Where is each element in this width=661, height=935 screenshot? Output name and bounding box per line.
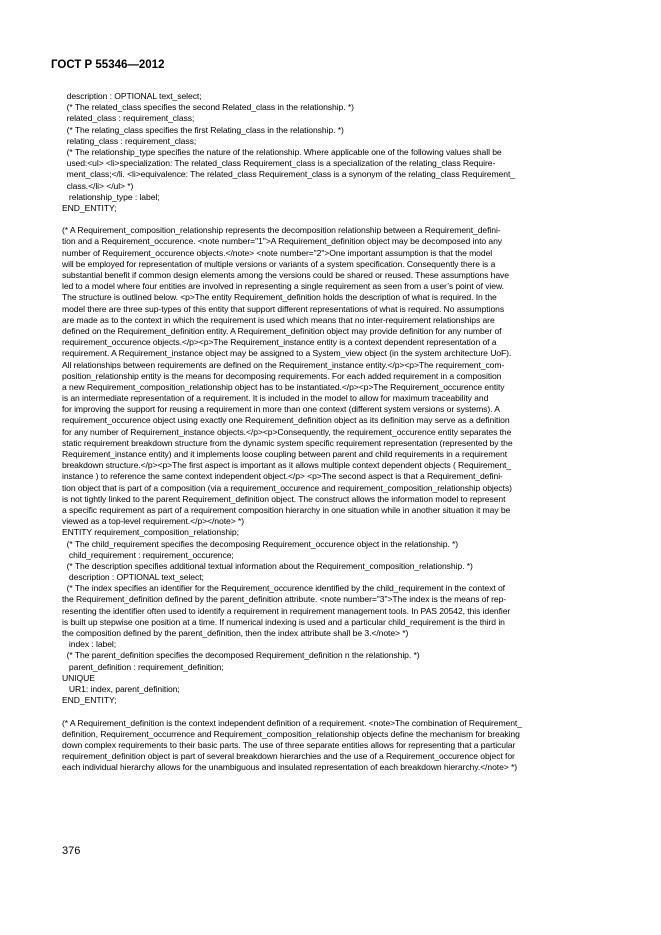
text-line: tion object that is part of a composition (via a requirement_occurence and requirement_composition_relationship objects) [62,482,512,493]
text-line: tion and a Requirement_occurence. <note number="1">A Requirement_definition object may be decomposed into any [62,236,503,247]
text-line: viewed as a top-level requirement.</p></note> *) [62,516,244,527]
text-line: led to a model where four entities are involved in representing a single requirement as seen from a user’s point of view. [62,281,504,292]
text-line: relating_class : requirement_class; [62,135,197,146]
text-line: down complex requirements to their basic parts. The use of three separate entities allows for representing that a particular [62,739,516,750]
text-line: (* The related_class specifies the second Related_class in the relationship. *) [62,102,354,113]
text-line: requirement_occurence objects.</p><p>The Requirement_instance entity is a context dependent representation of a [62,337,497,348]
text-line: breakdown structure.</p><p>The first aspect is important as it allows multiple context dependent objects ( Requirement_ [62,460,512,471]
page-number: 376 [62,845,81,857]
text-line: used:<ul> <li>specialization: The related_class Requirement_class is a specialization of the relating_class Require- [62,158,496,169]
text-line: parent_definition : requirement_definition; [62,661,224,672]
text-line: number of Requirement_occurence objects.</note> <note number="2">One important assumption is that the model [62,247,493,258]
text-line: are made as to the context in which the requirement is used which means that no inter-requirement relationships are [62,314,495,325]
text-line: is an intermediate representation of a requirement. It is included in the model to allow for maximum traceability and [62,393,489,404]
text-line: requirement_definition object is part of several breakdown hierarchies and the use of a Requirement_occurence object for [62,751,515,762]
block-requirement-definition [62,718,600,774]
text-line: UNIQUE [62,672,95,683]
text-line: resenting the identifier often used to identify a requirement in requirement management tools. In PAS 20542, this idenfier [62,605,511,616]
text-line: (* A Requirement_composition_relationship represents the decomposition relationship between a Requirement_defini- [62,225,501,236]
text-line: (* The relationship_type specifies the nature of the relationship. Where applicable one of the following values shall be [62,146,502,157]
text-line: child_requirement : requirement_occurence; [62,549,234,560]
text-line: a specific requirement as part of a requirement composition hierarchy in one situation while in another situation it may be [62,504,511,515]
text-line: will be employed for representation of multiple versions or variants of a system specification. Consequently there is a [62,258,496,269]
text-line: model there are three sup-types of this entity that support different representations of what is required. No assumptions [62,303,505,314]
page-header: ГОСТ Р 55346—2012 [51,59,165,71]
text-line: a new Requirement_composition_relationship object has to be instantiated.</p><p>The Requirement_occurence entity [62,381,505,392]
text-line: is built up stepwise one position at a time. If numerical indexing is used and a particular child_requirement is the third in [62,616,505,627]
page-content [62,91,600,773]
text-line: Requirement_instance entity) and it implements loose coupling between parent and child requirements in a requirement [62,449,508,459]
text-line: (* The description specifies additional textual information about the Requirement_composition_relationship. *) [62,560,473,571]
text-line: for improving the support for reusing a requirement in more than one context (different system versions or systems). A [62,404,500,415]
text-line: requirement_occurence object using exactly one Requirement_definition object as its definition may serve as a definition [62,415,510,426]
block-composition-relationship [62,225,600,706]
text-line: definition, Requirement_occurrence and Requirement_composition_relationship objects define the mechanism for breaking [62,728,520,739]
text-line: (* The child_requirement specifies the decomposing Requirement_occurence object in the relationship. *) [62,538,459,549]
text-line: description : OPTIONAL text_select; [62,91,202,101]
text-line: requirement. A Requirement_instance object may be assigned to a System_view object (in the system architecture UoF). [62,348,512,359]
text-line: (* The parent_definition specifies the decomposed Requirement_definition n the relationship. *) [62,650,420,661]
text-line: The structure is outlined below. <p>The entity Requirement_definition holds the description of what is required. In the [62,292,497,303]
text-line: defined on the Requirement_definition entity. A Requirement_definition object may provide definition for any number of [62,325,502,336]
text-line: END_ENTITY; [62,202,117,213]
text-line: END_ENTITY; [62,695,117,706]
block-related-class-attributes [62,91,600,214]
text-line: the Requirement_definition defined by the parent_definition attribute. <note number="3">The index is the means of rep- [62,594,507,605]
text-line: is not tightly linked to the parent Requirement_definition object. The construct allows the information model to represent [62,493,506,504]
text-line: (* The relating_class specifies the first Relating_class in the relationship. *) [62,124,344,135]
text-line: instance ) to reference the same context independent object.</p> <p>The second aspect is that a Requirement_defini- [62,471,503,482]
text-line: description : OPTIONAL text_select; [62,572,204,583]
paragraph-gap [62,214,600,225]
text-line: for any number of Requirement_instance objects.</p><p>Consequently, the requirement_occurence entity separates the [62,426,512,437]
text-line: relationship_type : label; [62,191,160,202]
text-line: class.</li> </ul> *) [62,180,134,191]
text-line: index : label; [62,639,117,650]
text-line: ment_class;</li. <li>equivalence: The related_class Requirement_class is a synonym of the relating_class Requirement_ [62,169,515,180]
text-line: each individual hierarchy allows for the unambiguous and insulated representation of each breakdown hierarchy.</note> *) [62,762,518,773]
text-line: the composition defined by the parent_definition, then the index attribute shall be 3.</note> *) [62,628,409,638]
text-line: substantial benefit if common design elements among the versions could be shared or reused. These assumptions have [62,270,509,280]
text-line: related_class : requirement_class; [62,113,195,124]
text-line: (* A Requirement_definition is the context independent definition of a requirement. <note>The combination of Requirement_ [62,717,522,728]
text-line: (* The index specifies an identifier for the Requirement_occurence identified by the child_requirement in the context of [62,583,505,594]
text-line: static requirement breakdown structure from the dynamic system specific requirement representation (represented by the [62,437,513,448]
text-line: ENTITY requirement_composition_relationship; [62,527,239,538]
paragraph-gap [62,706,600,717]
text-line: UR1: index, parent_definition; [62,683,180,694]
text-line: All relationships between requirements are defined on the Requirement_instance entity.</p><p>The requirement_com- [62,359,505,370]
text-line: position_relationship entity is the means for decomposing requirements. For each added requirement in a composition [62,370,502,381]
